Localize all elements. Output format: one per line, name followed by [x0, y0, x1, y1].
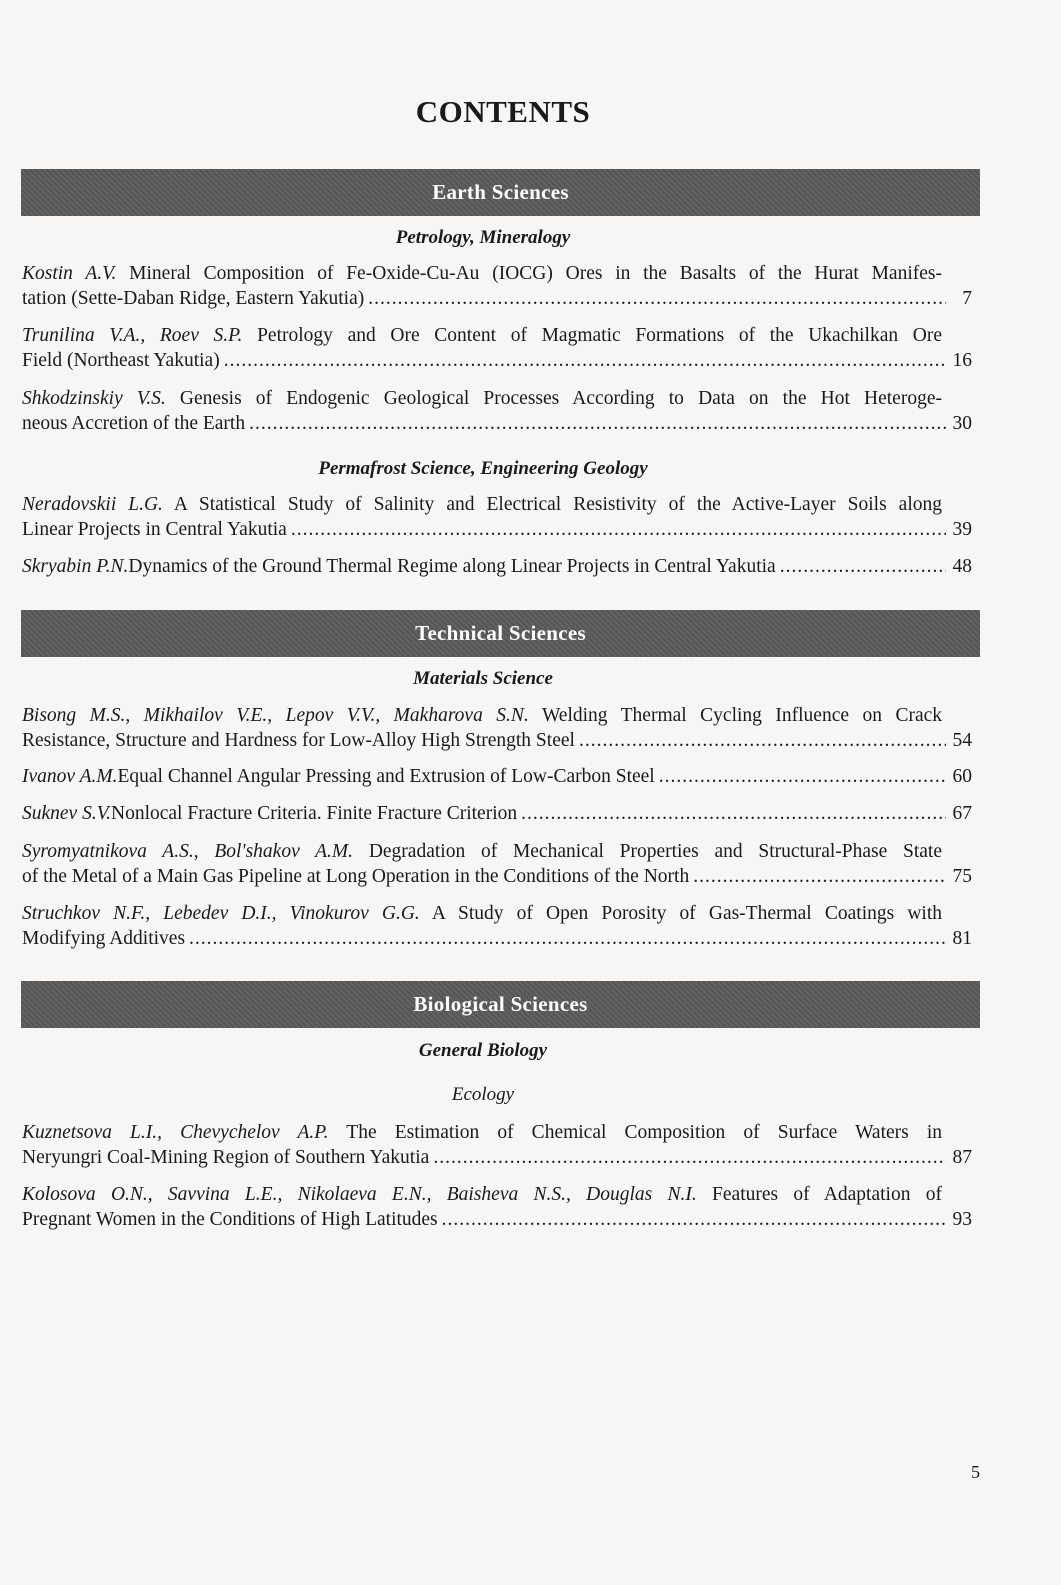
subsection-heading: General Biology: [418, 1040, 548, 1061]
dot-leader: [780, 554, 946, 579]
entry-page-number: 60: [952, 766, 972, 787]
entry-title-continued: Field (Northeast Yakutia): [22, 350, 220, 371]
entry-title: Dynamics of the Ground Thermal Regime along Linear Projects in Central Yakutia: [128, 556, 776, 577]
dot-leader: [224, 348, 946, 373]
entry-title: Features of Adaptation of: [696, 1184, 942, 1205]
entry-page-number: 67: [952, 803, 972, 824]
subsection-subheading: Ecology: [451, 1084, 515, 1105]
entry-title: Degradation of Mechanical Properties and Structural-Phase State: [353, 841, 942, 862]
entry-authors: Bisong M.S., Mikhailov V.E., Lepov V.V., Makharova S.N.: [22, 705, 529, 726]
subsection-heading: Permafrost Science, Engineering Geology: [318, 458, 648, 479]
section-band-earth-sciences: Earth Sciences: [21, 169, 980, 216]
entry-page-number: 30: [952, 413, 972, 434]
entry-title-continued: neous Accretion of the Earth: [22, 413, 246, 434]
entry-page-number: 81: [952, 928, 972, 949]
toc-entry[interactable]: [22, 323, 972, 373]
entry-title-continued: Resistance, Structure and Hardness for Low-Alloy High Strength Steel: [22, 730, 575, 751]
entry-title-continued: Neryungri Coal-Mining Region of Southern Yakutia: [22, 1147, 430, 1168]
entry-page-number: 75: [952, 866, 972, 887]
dot-leader: [291, 517, 946, 542]
entry-page-number: 93: [952, 1209, 972, 1230]
dot-leader: [659, 764, 946, 789]
entry-page-number: 54: [952, 730, 972, 751]
entry-authors: Kolosova O.N., Savvina L.E., Nikolaeva E.N., Baisheva N.S., Douglas N.I.: [22, 1184, 697, 1205]
entry-title: A Study of Open Porosity of Gas-Thermal Coatings with: [419, 903, 942, 924]
dot-leader: [249, 411, 946, 436]
entry-title: Equal Channel Angular Pressing and Extrusion of Low-Carbon Steel: [117, 766, 655, 787]
dot-leader: [579, 728, 946, 753]
toc-entry[interactable]: [22, 901, 972, 951]
entry-authors: Skryabin P.N.: [22, 556, 129, 577]
entry-title: A Statistical Study of Salinity and Electrical Resistivity of the Active-Layer Soils along: [162, 494, 942, 515]
section-band-biological-sciences: Biological Sciences: [21, 981, 980, 1028]
entry-page-number: 48: [952, 556, 972, 577]
entry-title: The Estimation of Chemical Composition of Surface Waters in: [328, 1122, 943, 1143]
toc-entry[interactable]: [22, 492, 972, 542]
dot-leader: [189, 926, 946, 951]
entry-page-number: 87: [952, 1147, 972, 1168]
toc-entry[interactable]: [22, 261, 972, 311]
entry-authors: Neradovskii L.G.: [22, 494, 163, 515]
section-band-technical-sciences: Technical Sciences: [21, 610, 980, 657]
toc-entry[interactable]: [22, 839, 972, 889]
toc-entry[interactable]: [22, 554, 972, 579]
entry-page-number: 16: [952, 350, 972, 371]
subsection-heading: Materials Science: [413, 668, 553, 689]
toc-entry[interactable]: [22, 764, 972, 789]
entry-title: Welding Thermal Cycling Influence on Crack: [528, 705, 943, 726]
toc-entry[interactable]: [22, 1182, 972, 1232]
dot-leader: [368, 286, 946, 311]
dot-leader: [442, 1207, 946, 1232]
toc-entry[interactable]: [22, 386, 972, 436]
entry-title: Petrology and Ore Content of Magmatic Formations of the Ukachilkan Ore: [242, 325, 942, 346]
entry-page-number: 39: [952, 519, 972, 540]
entry-title-continued: tation (Sette-Daban Ridge, Eastern Yakutia): [22, 288, 365, 309]
entry-title-continued: of the Metal of a Main Gas Pipeline at Long Operation in the Conditions of the North: [22, 866, 690, 887]
entry-authors: Trunilina V.A., Roev S.P.: [22, 325, 243, 346]
entry-authors: Suknev S.V.: [22, 803, 111, 824]
toc-entry[interactable]: [22, 703, 972, 753]
toc-entry[interactable]: [22, 801, 972, 826]
entry-authors: Syromyatnikova A.S., Bol'shakov A.M.: [22, 841, 354, 862]
subsection-heading: Petrology, Mineralogy: [395, 227, 571, 248]
entry-title: Nonlocal Fracture Criteria. Finite Fracture Criterion: [111, 803, 518, 824]
entry-authors: Shkodzinskiy V.S.: [22, 388, 166, 409]
entry-title-continued: Pregnant Women in the Conditions of High Latitudes: [22, 1209, 438, 1230]
entry-authors: Ivanov A.M.: [22, 766, 118, 787]
dot-leader: [693, 864, 946, 889]
entry-title: Genesis of Endogenic Geological Processes According to Data on the Hot Heteroge-: [165, 388, 942, 409]
entry-title-continued: Linear Projects in Central Yakutia: [22, 519, 287, 540]
page-number: 5: [971, 1462, 980, 1482]
entry-authors: Kuznetsova L.I., Chevychelov A.P.: [22, 1122, 329, 1143]
toc-entry[interactable]: [22, 1120, 972, 1170]
page-title: CONTENTS: [415, 94, 591, 129]
dot-leader: [433, 1145, 946, 1170]
entry-page-number: 7: [962, 288, 972, 309]
entry-title: Mineral Composition of Fe-Oxide-Cu-Au (IOCG) Ores in the Basalts of the Hurat Manifes-: [116, 263, 942, 284]
entry-authors: Kostin A.V.: [22, 263, 117, 284]
entry-authors: Struchkov N.F., Lebedev D.I., Vinokurov G.G.: [22, 903, 420, 924]
entry-title-continued: Modifying Additives: [22, 928, 186, 949]
dot-leader: [521, 801, 946, 826]
